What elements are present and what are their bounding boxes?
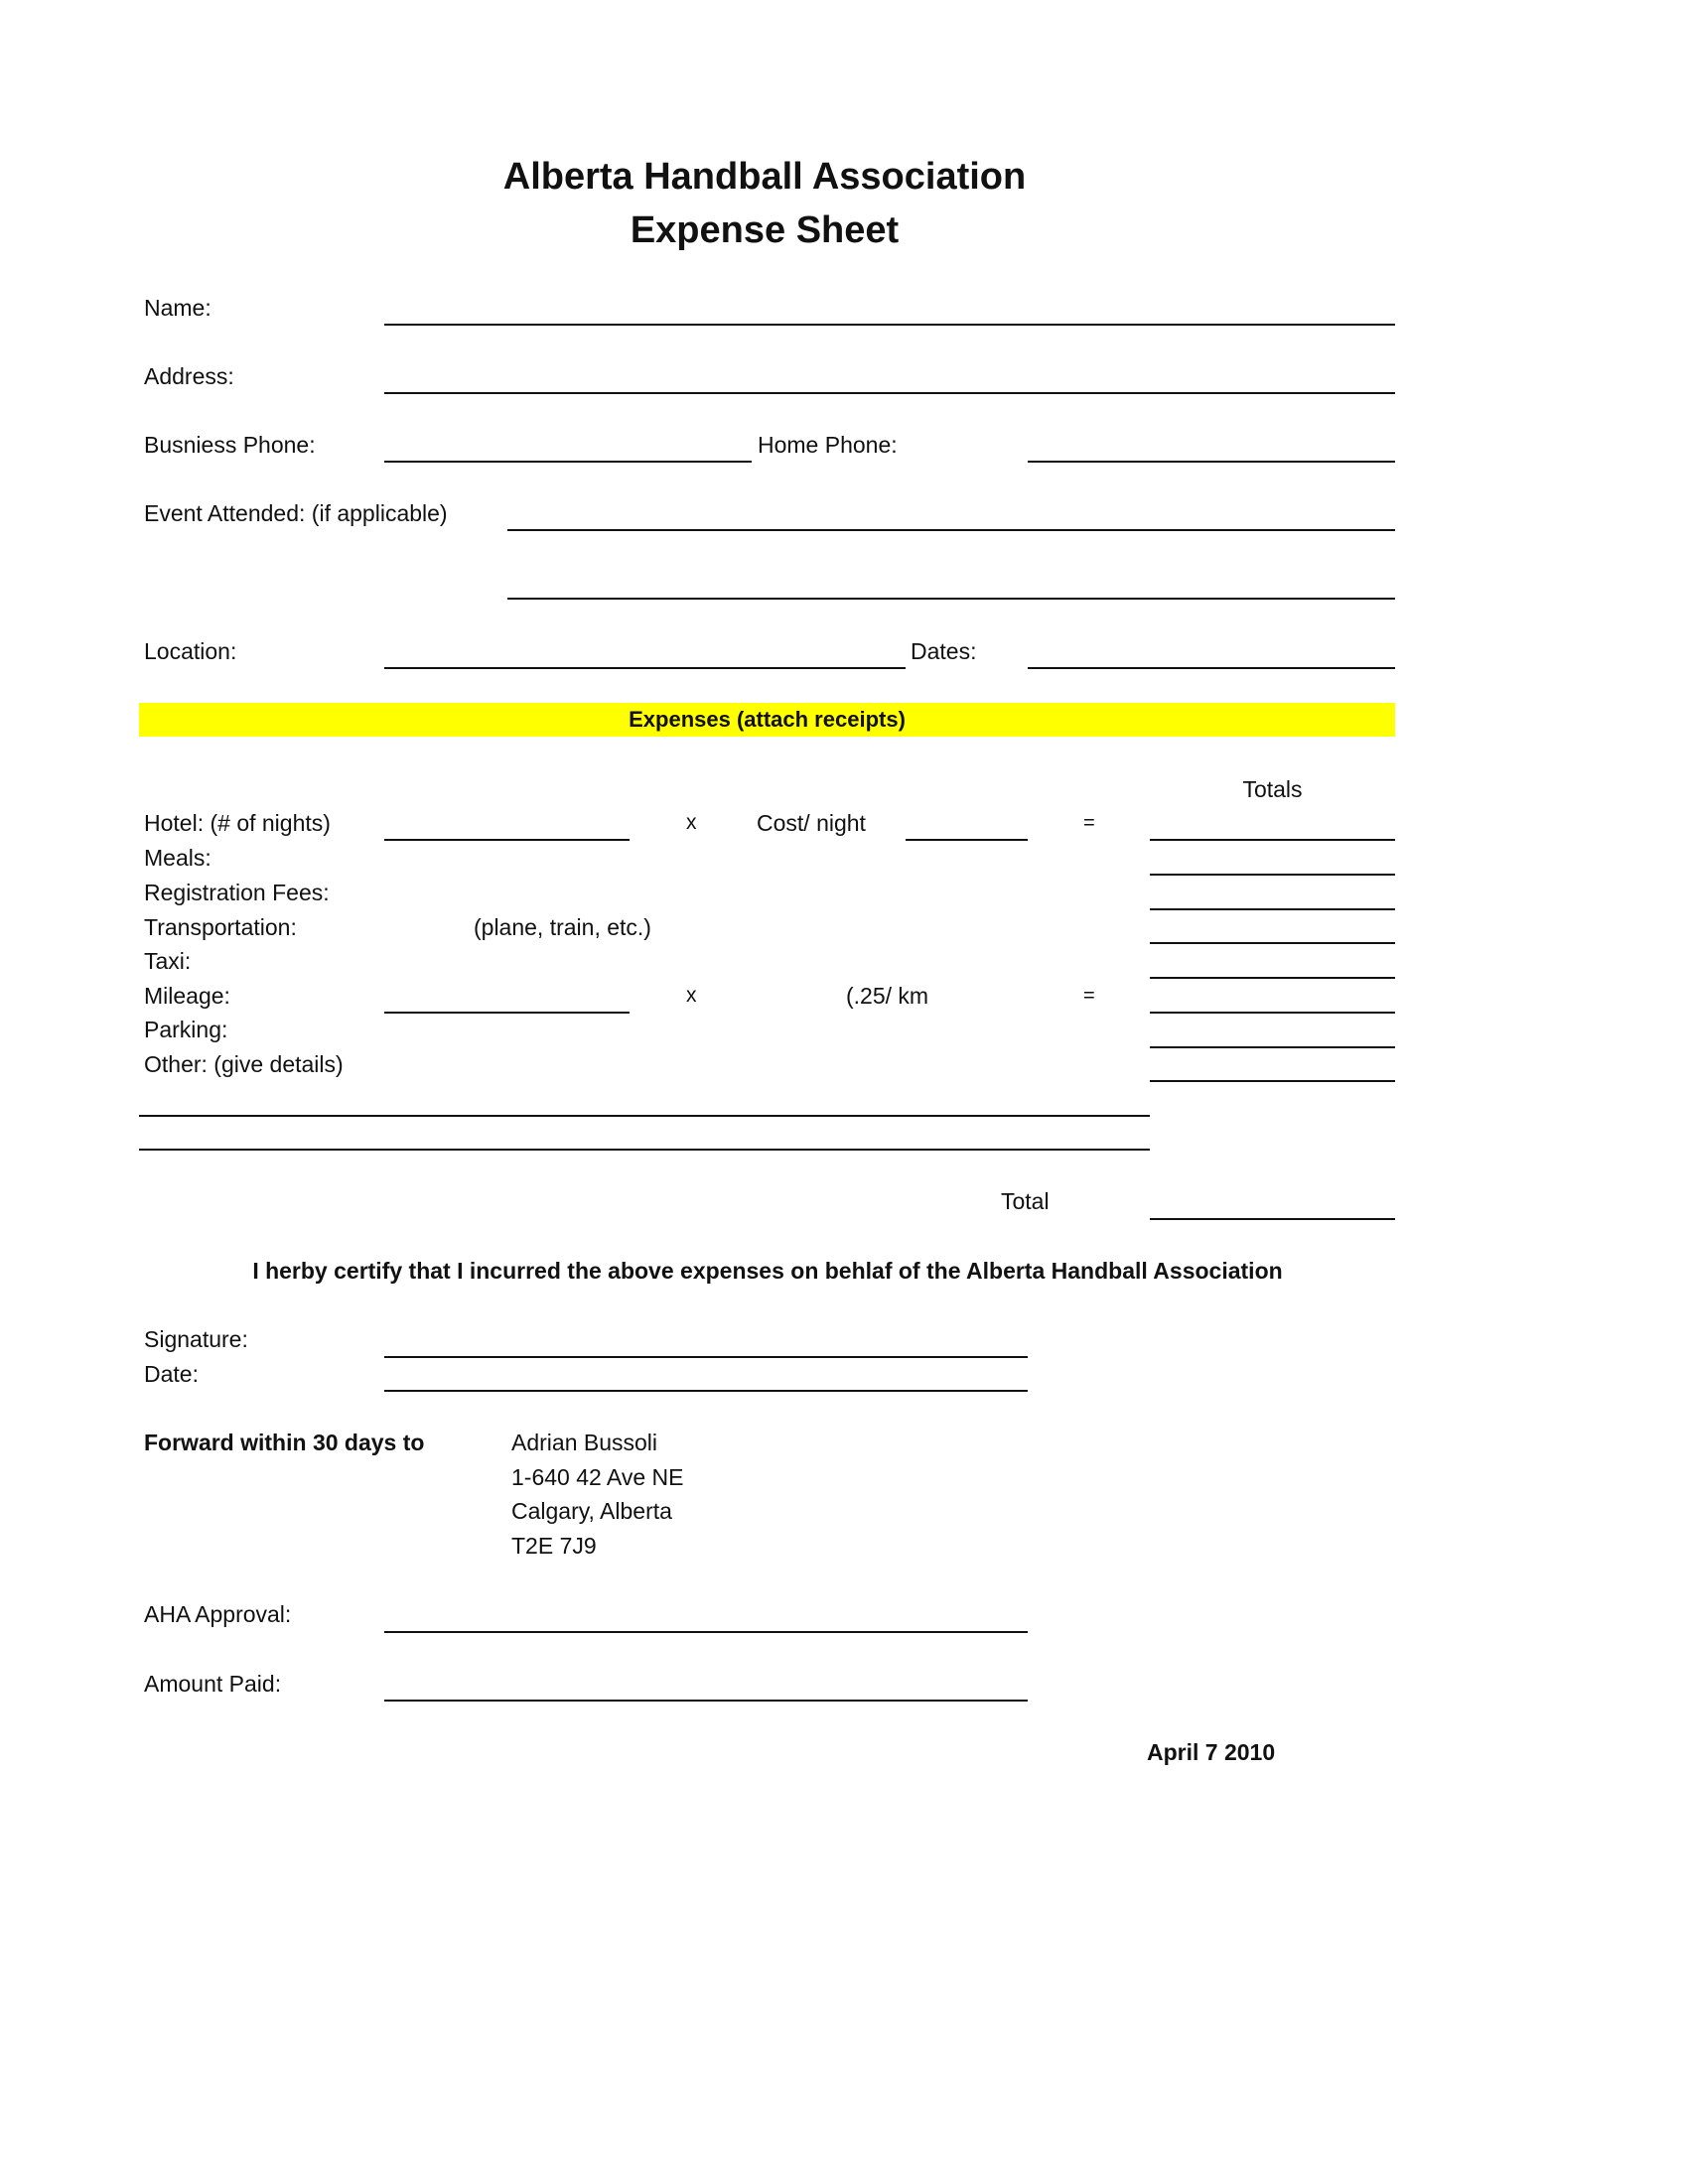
event-field-line-2[interactable] bbox=[507, 598, 1395, 600]
cost-per-night-field-line[interactable] bbox=[906, 839, 1028, 841]
dates-label: Dates: bbox=[911, 638, 977, 664]
name-field-line[interactable] bbox=[384, 324, 1395, 326]
forward-label: Forward within 30 days to bbox=[144, 1430, 425, 1455]
location-field-line[interactable] bbox=[384, 667, 906, 669]
mileage-rate-label: (.25/ km bbox=[846, 983, 929, 1009]
forward-address-city: Calgary, Alberta bbox=[511, 1498, 672, 1524]
certification-statement: I herby certify that I incurred the above expenses on behlaf of the Alberta Handball Association bbox=[252, 1258, 1283, 1284]
expense-row-registration: Registration Fees: bbox=[144, 880, 330, 905]
hotel-nights-field-line[interactable] bbox=[384, 839, 630, 841]
grand-total-field-line[interactable] bbox=[1150, 1218, 1395, 1220]
other-details-line-1[interactable] bbox=[139, 1115, 1150, 1117]
expenses-banner bbox=[139, 703, 1395, 737]
expense-row-meals: Meals: bbox=[144, 845, 211, 871]
hotel-equals-sign: = bbox=[1083, 812, 1095, 834]
expense-row-other: Other: (give details) bbox=[144, 1051, 344, 1077]
total-meals-field-line[interactable] bbox=[1150, 874, 1395, 876]
mileage-km-field-line[interactable] bbox=[384, 1012, 630, 1014]
expense-row-transportation: Transportation: bbox=[144, 914, 297, 940]
dates-field-line[interactable] bbox=[1028, 667, 1395, 669]
total-hotel-field-line[interactable] bbox=[1150, 839, 1395, 841]
hotel-multiply-sign: x bbox=[686, 811, 697, 834]
expense-row-mileage: Mileage: bbox=[144, 983, 230, 1009]
aha-approval-label: AHA Approval: bbox=[144, 1601, 292, 1627]
name-label: Name: bbox=[144, 295, 211, 321]
totals-header: Totals bbox=[1242, 776, 1303, 802]
expense-row-parking: Parking: bbox=[144, 1017, 228, 1042]
forward-address-street: 1-640 42 Ave NE bbox=[511, 1464, 684, 1490]
address-label: Address: bbox=[144, 363, 234, 389]
total-registration-field-line[interactable] bbox=[1150, 908, 1395, 910]
event-field-line-1[interactable] bbox=[507, 529, 1395, 531]
address-field-line[interactable] bbox=[384, 392, 1395, 394]
mileage-multiply-sign: x bbox=[686, 984, 697, 1007]
aha-approval-field-line[interactable] bbox=[384, 1631, 1028, 1633]
home-phone-label: Home Phone: bbox=[758, 432, 898, 458]
footer-date: April 7 2010 bbox=[1147, 1739, 1276, 1765]
total-other-field-line[interactable] bbox=[1150, 1080, 1395, 1082]
org-title: Alberta Handball Association bbox=[502, 156, 1027, 198]
total-parking-field-line[interactable] bbox=[1150, 1046, 1395, 1048]
transportation-hint: (plane, train, etc.) bbox=[474, 914, 651, 940]
other-details-line-2[interactable] bbox=[139, 1149, 1150, 1151]
date-label: Date: bbox=[144, 1361, 199, 1387]
total-transportation-field-line[interactable] bbox=[1150, 942, 1395, 944]
total-taxi-field-line[interactable] bbox=[1150, 977, 1395, 979]
signature-label: Signature: bbox=[144, 1326, 248, 1352]
mileage-equals-sign: = bbox=[1083, 985, 1095, 1007]
cost-per-night-label: Cost/ night bbox=[757, 810, 866, 836]
forward-address-postal: T2E 7J9 bbox=[511, 1533, 597, 1559]
document-title: Expense Sheet bbox=[630, 209, 900, 251]
location-label: Location: bbox=[144, 638, 237, 664]
date-field-line[interactable] bbox=[384, 1390, 1028, 1392]
amount-paid-field-line[interactable] bbox=[384, 1700, 1028, 1702]
business-phone-label: Busniess Phone: bbox=[144, 432, 316, 458]
expense-row-hotel: Hotel: (# of nights) bbox=[144, 810, 331, 836]
home-phone-field-line[interactable] bbox=[1028, 461, 1395, 463]
business-phone-field-line[interactable] bbox=[384, 461, 752, 463]
expense-row-taxi: Taxi: bbox=[144, 948, 192, 974]
total-mileage-field-line[interactable] bbox=[1150, 1012, 1395, 1014]
forward-address-name: Adrian Bussoli bbox=[511, 1430, 658, 1455]
amount-paid-label: Amount Paid: bbox=[144, 1671, 282, 1697]
signature-field-line[interactable] bbox=[384, 1356, 1028, 1358]
grand-total-label: Total bbox=[1001, 1188, 1050, 1214]
expenses-banner-label: Expenses (attach receipts) bbox=[629, 707, 906, 732]
event-label: Event Attended: (if applicable) bbox=[144, 500, 448, 526]
